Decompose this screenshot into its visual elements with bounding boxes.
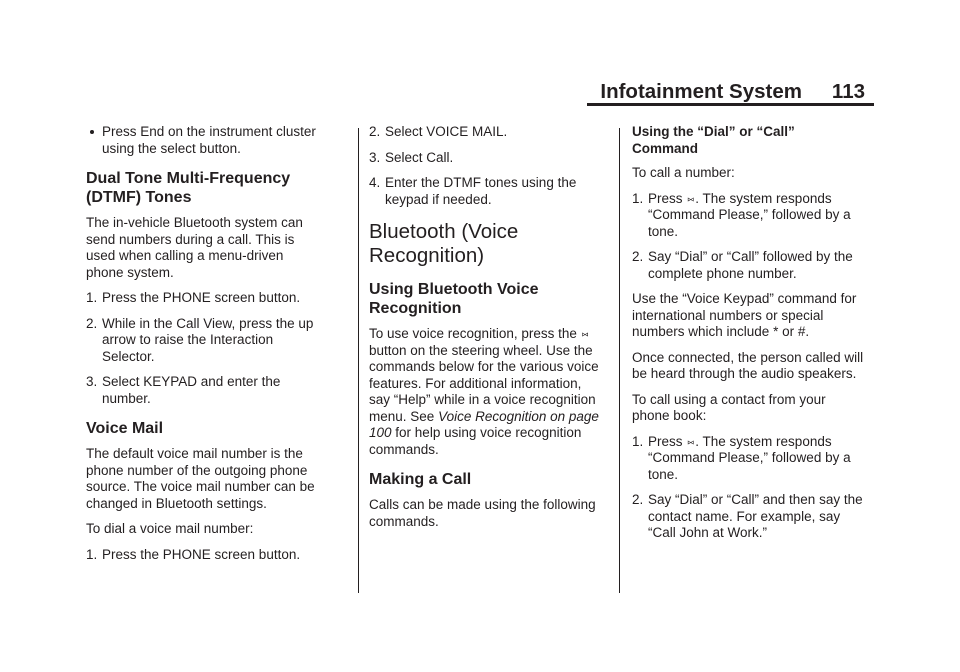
list-item: 2. Select VOICE MAIL. bbox=[369, 124, 508, 139]
list-item: 2. Say “Dial” or “Call” and then say the contact name. For example, say “Call John at Work.” bbox=[632, 492, 863, 540]
list-item: 1. Press the PHONE screen button. bbox=[86, 290, 301, 305]
list-item: 1. Press ⑅. The system responds “Command Please,” followed by a tone. bbox=[632, 190, 851, 239]
section-heading-using-voice: Using Bluetooth Voice Recognition bbox=[369, 281, 539, 317]
paragraph: To dial a voice mail number: bbox=[86, 521, 254, 536]
list-item: 2. Say “Dial” or “Call” followed by the complete phone number. bbox=[632, 249, 853, 281]
section-title-bluetooth: Bluetooth (Voice Recognition) bbox=[369, 220, 519, 267]
list-item: 3. Select KEYPAD and enter the number. bbox=[86, 374, 281, 406]
list-item: 1. Press ⑅. The system responds “Command Please,” followed by a tone. bbox=[632, 433, 851, 482]
paragraph: The default voice mail number is the phone number of the outgoing phone source. The voice mail number can be changed in Bluetooth settings. bbox=[86, 446, 315, 511]
column-3 bbox=[632, 124, 864, 551]
column-1 bbox=[86, 124, 318, 572]
subsection-heading-dial: Using the “Dial” or “Call” Command bbox=[632, 124, 795, 156]
paragraph: Use the “Voice Keypad” command for international numbers or special numbers which include * or #. bbox=[632, 291, 857, 339]
column-divider bbox=[358, 128, 359, 593]
header-rule bbox=[587, 103, 874, 106]
section-heading-making-call: Making a Call bbox=[369, 471, 472, 488]
page-number: 113 bbox=[831, 80, 865, 103]
list-item: 3. Select Call. bbox=[369, 149, 454, 165]
push-to-talk-icon: ⑅ bbox=[687, 434, 695, 449]
bullet-icon bbox=[90, 130, 94, 134]
list-item: 4. Enter the DTMF tones using the keypad if needed. bbox=[369, 175, 577, 207]
bullet-item: Press End on the instrument cluster using the select button. bbox=[86, 124, 318, 157]
page-header bbox=[587, 80, 874, 106]
column-2 bbox=[369, 124, 601, 539]
cross-reference: Voice Recognition on page 100 bbox=[369, 408, 599, 440]
paragraph: To call using a contact from your phone book: bbox=[632, 391, 826, 423]
paragraph: The in-vehicle Bluetooth system can send numbers during a call. This is used when calling a menu-driven phone system. bbox=[86, 215, 303, 280]
list-item: 1. Press the PHONE screen button. bbox=[86, 546, 301, 562]
section-heading-voice-mail: Voice Mail bbox=[86, 420, 164, 437]
paragraph: To use voice recognition, press the ⑅button on the steering wheel. Use the commands below for the various voice features. For additional information, say “Help” while in a voice recognition menu. See Voice Recognition on page 100 for help using voice recognition commands. bbox=[369, 326, 599, 457]
column-divider bbox=[619, 128, 620, 593]
paragraph: Calls can be made using the following commands. bbox=[369, 497, 596, 529]
push-to-talk-icon: ⑅ bbox=[687, 191, 695, 206]
paragraph: To call a number: bbox=[632, 165, 735, 180]
paragraph: Once connected, the person called will be heard through the audio speakers. bbox=[632, 349, 864, 381]
page-title: Infotainment System bbox=[600, 80, 802, 103]
section-heading-dtmf: Dual Tone Multi-Frequency (DTMF) Tones bbox=[86, 170, 291, 206]
list-item: 2. While in the Call View, press the up arrow to raise the Interaction Selector. bbox=[86, 315, 314, 364]
push-to-talk-icon: ⑅ bbox=[581, 327, 589, 341]
